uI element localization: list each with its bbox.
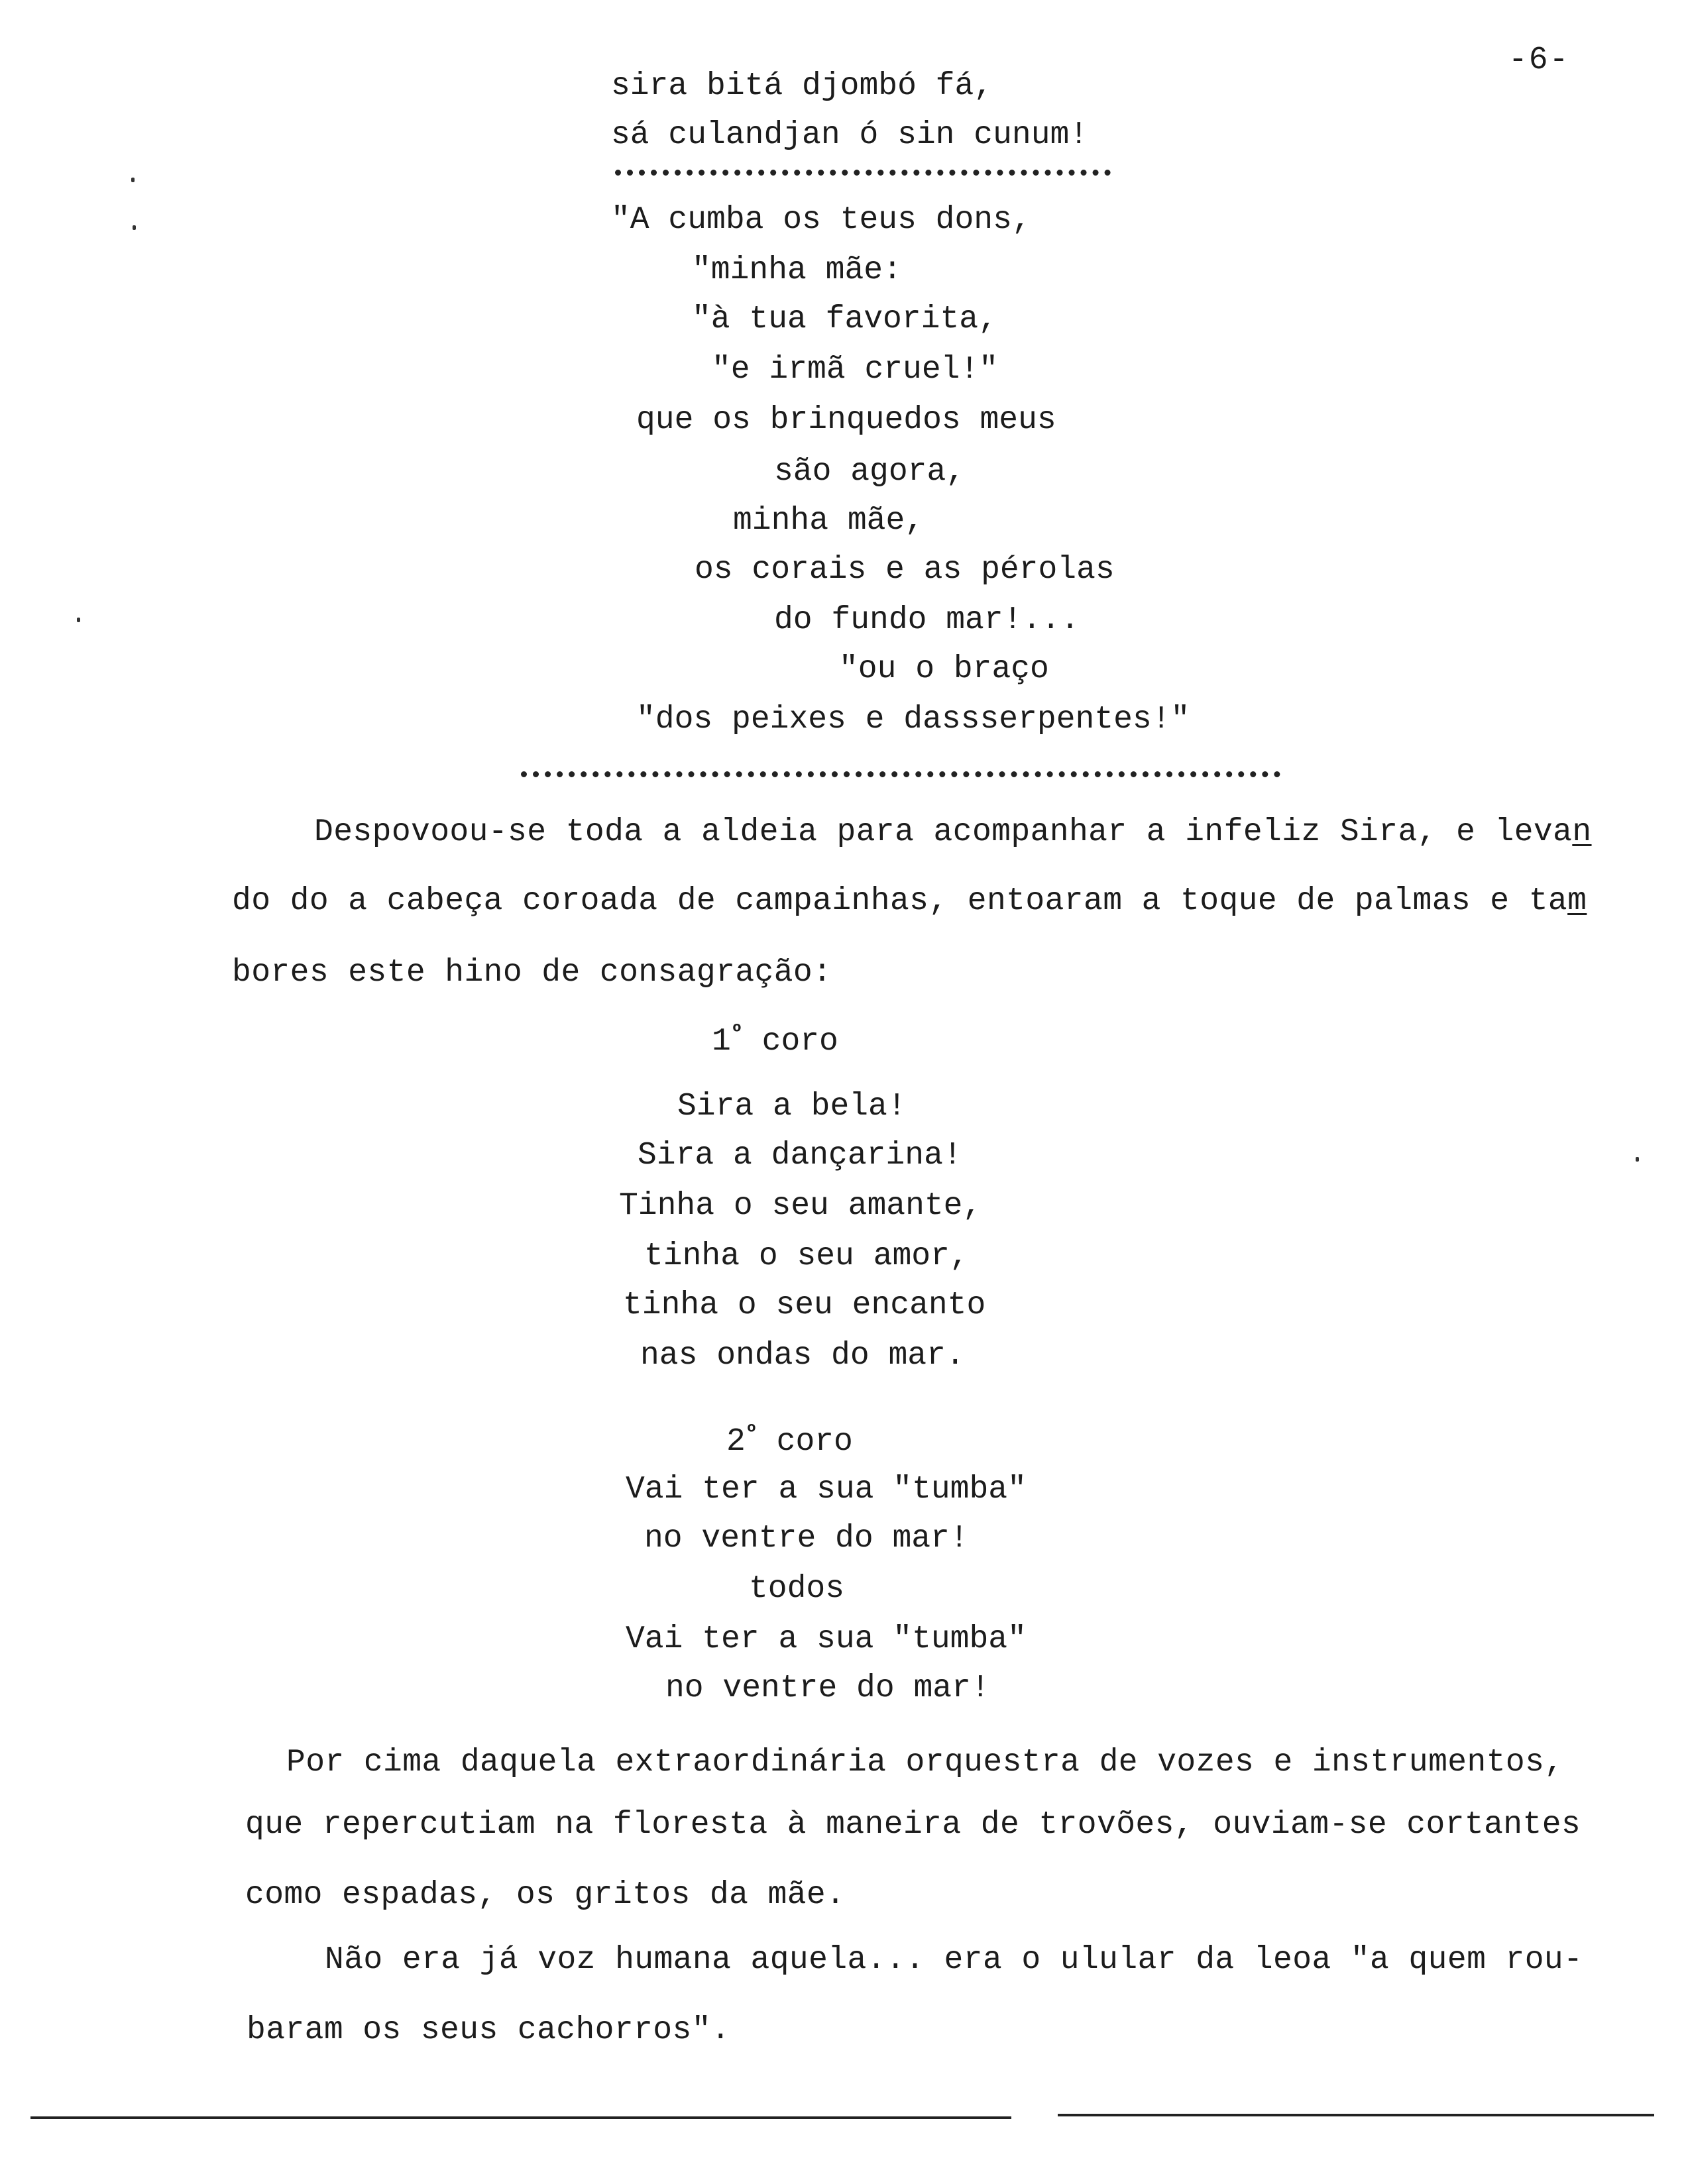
scan-speck xyxy=(133,225,136,230)
poem-line: que os brinquedos meus xyxy=(636,402,1056,438)
page-number: -6- xyxy=(1508,42,1570,78)
poem-line: são agora, xyxy=(774,454,966,490)
poem-line: "e irmã cruel!" xyxy=(712,352,999,388)
dotted-separator xyxy=(615,170,1111,176)
scan-speck xyxy=(77,618,80,622)
paragraph-text: do do a cabeça coroada de campainhas, entoaram a toque de palmas e ta xyxy=(232,883,1568,919)
bottom-rule-right xyxy=(1058,2114,1654,2116)
coro-label: coro xyxy=(761,1024,838,1060)
coro-heading xyxy=(712,1023,838,1058)
scan-speck xyxy=(1636,1157,1639,1162)
coro-number: 1 xyxy=(712,1024,731,1060)
coro-line: nas ondas do mar. xyxy=(640,1338,965,1374)
poem-line: "minha mãe: xyxy=(692,252,902,288)
poem-line: os corais e as pérolas xyxy=(695,552,1115,588)
hyphenation-mark: n xyxy=(1572,814,1592,850)
paragraph-line: como espadas, os gritos da mãe. xyxy=(245,1877,846,1913)
poem-line: do fundo mar!... xyxy=(774,602,1080,638)
coro-heading xyxy=(726,1423,853,1458)
paragraph-line: Por cima daquela extraordinária orquestra de vozes e instrumentos, xyxy=(286,1745,1564,1780)
paragraph-line: bores este hino de consagração: xyxy=(232,955,832,991)
paragraph-line xyxy=(232,885,1587,917)
todos-line: Vai ter a sua "tumba" xyxy=(626,1621,1027,1657)
coro-line: Sira a dançarina! xyxy=(638,1138,962,1174)
paragraph-line xyxy=(314,816,1592,848)
coro-line: no ventre do mar! xyxy=(644,1521,969,1556)
coro-line: tinha o seu encanto xyxy=(623,1287,986,1323)
hyphenation-mark: m xyxy=(1567,883,1587,919)
coro-line: Sira a bela! xyxy=(677,1089,907,1124)
coro-line: tinha o seu amor, xyxy=(644,1238,969,1274)
scan-speck xyxy=(131,178,135,182)
ordinal-mark: º xyxy=(745,1422,758,1445)
coro-label: coro xyxy=(776,1424,853,1460)
paragraph-text: Despovoou-se toda a aldeia para acompanhar a infeliz Sira, e leva xyxy=(314,814,1573,850)
ordinal-mark: º xyxy=(730,1022,743,1044)
todos-line: no ventre do mar! xyxy=(665,1670,990,1706)
verse-line: sira bitá djombó fá, xyxy=(611,68,993,104)
paragraph-line: Não era já voz humana aquela... era o ulular da leoa "a quem rou- xyxy=(325,1942,1583,1978)
dotted-separator xyxy=(521,771,1280,777)
paragraph-line: baram os seus cachorros". xyxy=(247,2012,731,2048)
paragraph-line: que repercutiam na floresta à maneira de trovões, ouviam-se cortantes xyxy=(245,1807,1581,1843)
poem-line: minha mãe, xyxy=(733,503,925,539)
bottom-rule-left xyxy=(30,2116,1011,2119)
coro-line: Tinha o seu amante, xyxy=(619,1188,982,1224)
poem-line: "ou o braço xyxy=(839,651,1049,687)
verse-line: sá culandjan ó sin cunum! xyxy=(611,117,1089,153)
todos-heading: todos xyxy=(749,1571,845,1607)
poem-line: "à tua favorita, xyxy=(692,301,997,337)
poem-line: "A cumba os teus dons, xyxy=(611,202,1031,238)
poem-line: "dos peixes e dassserpentes!" xyxy=(636,702,1190,737)
coro-line: Vai ter a sua "tumba" xyxy=(626,1472,1027,1507)
coro-number: 2 xyxy=(726,1424,746,1460)
